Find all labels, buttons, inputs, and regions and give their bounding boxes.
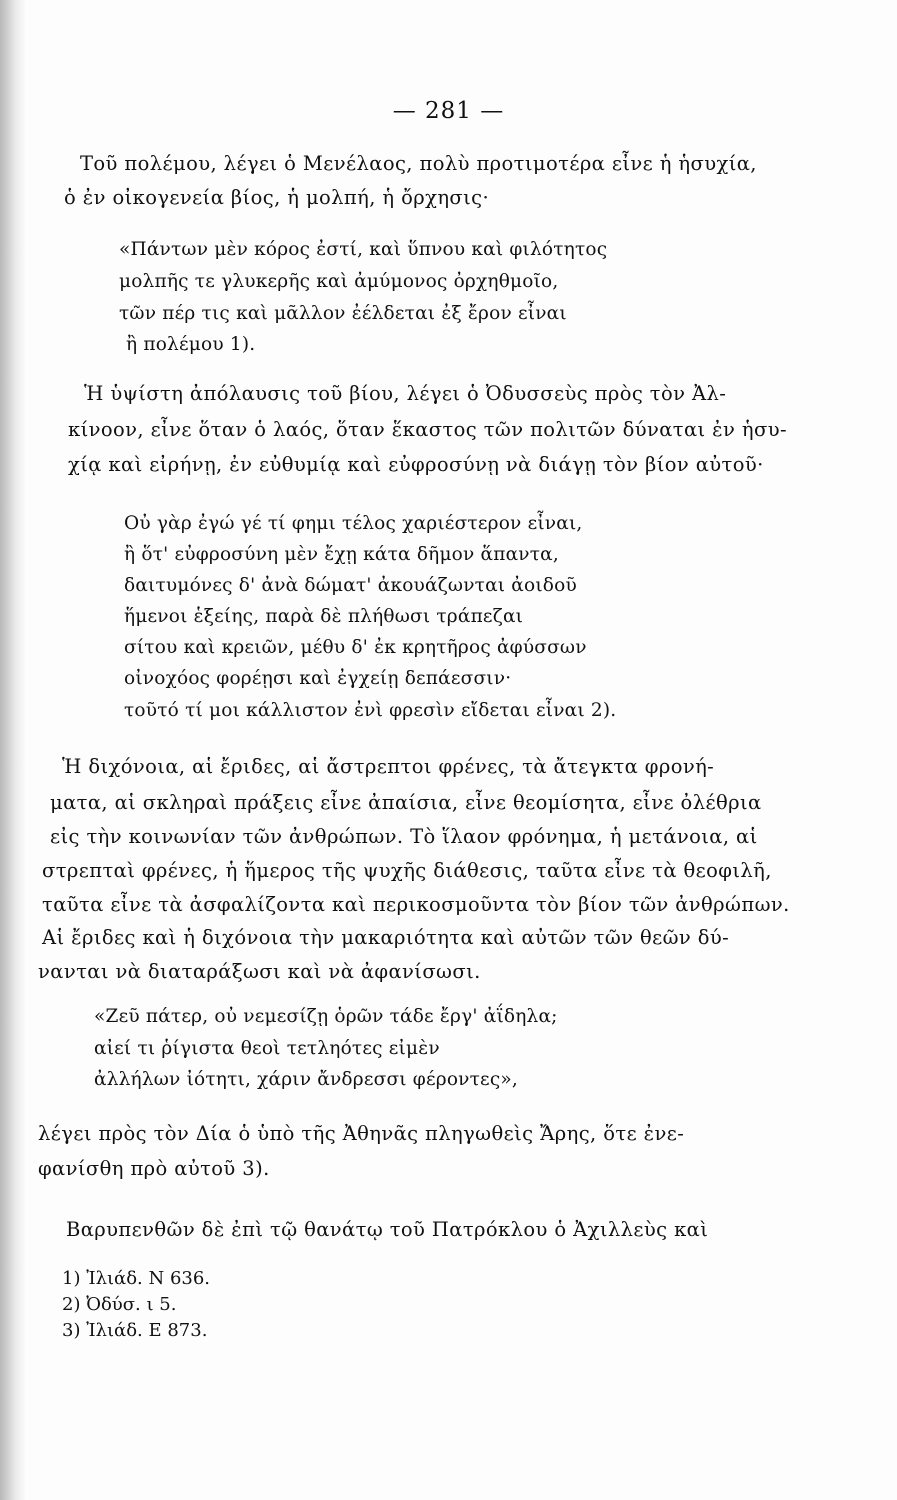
paragraph-2-line-1: Ἡ ὑψίστη ἀπόλαυσις τοῦ βίου, λέγει ὁ Ὀδυσσεὺς πρὸς τὸν Ἀλ- [84, 382, 727, 405]
verse-2-line-2: ἢ ὅτ' εὐφροσύνη μὲν ἔχῃ κάτα δῆμον ἅπαντα, [124, 544, 559, 565]
verse-1-line-3: τῶν πέρ τις καὶ μᾶλλον ἐέλδεται ἐξ ἔρον εἶναι [119, 303, 567, 324]
verse-1-line-2: μολπῆς τε γλυκερῆς καὶ ἀμύμονος ὀρχηθμοῖο, [119, 271, 559, 292]
verse-2-line-4: ἥμενοι ἑξείης, παρὰ δὲ πλήθωσι τράπεζαι [124, 606, 524, 627]
paragraph-3-line-1: Ἡ διχόνοια, αἱ ἔριδες, αἱ ἄστρεπτοι φρένες, τὰ ἄτεγκτα φρονή- [62, 755, 715, 778]
paragraph-5-line-1: Βαρυπενθῶν δὲ ἐπὶ τῷ θανάτῳ τοῦ Πατρόκλου ὁ Ἀχιλλεὺς καὶ [66, 1218, 709, 1241]
page-edge-shadow [0, 0, 26, 1500]
paragraph-3-line-3: εἰς τὴν κοινωνίαν τῶν ἀνθρώπων. Τὸ ἵλαον φρόνημα, ἡ μετάνοια, αἱ [50, 825, 758, 848]
verse-2-line-3: δαιτυμόνες δ' ἀνὰ δώματ' ἀκουάζωνται ἀοιδοῦ [124, 575, 577, 596]
paragraph-3-line-5: ταῦτα εἶνε τὰ ἀσφαλίζοντα καὶ περικοσμοῦντα τὸν βίον τῶν ἀνθρώπων. [42, 893, 790, 916]
footnote-1: 1) Ἰλιάδ. Ν 636. [62, 1268, 211, 1289]
paragraph-4-line-2: φανίσθη πρὸ αὐτοῦ 3). [38, 1157, 270, 1180]
verse-2-line-5: σίτου καὶ κρειῶν, μέθυ δ' ἐκ κρητῆρος ἀφύσσων [124, 637, 587, 658]
verse-3-line-2: αἰεί τι ῥίγιστα θεοὶ τετληότες εἰμὲν [94, 1038, 440, 1059]
paragraph-3-line-7: νανται νὰ διαταράξωσι καὶ νὰ ἀφανίσωσι. [38, 960, 481, 983]
page-number: — 281 — [392, 98, 505, 124]
paragraph-2-line-2: κίνοον, εἶνε ὅταν ὁ λαός, ὅταν ἕκαστος τῶν πολιτῶν δύναται ἐν ἡσυ- [68, 418, 787, 441]
paragraph-4-line-1: λέγει πρὸς τὸν Δία ὁ ὑπὸ τῆς Ἀθηνᾶς πληγωθεὶς Ἄρης, ὅτε ἐνε- [38, 1122, 685, 1145]
verse-1-line-1: «Πάντων μὲν κόρος ἐστί, καὶ ὕπνου καὶ φιλότητος [119, 239, 608, 260]
footnote-2: 2) Ὀδύσ. ι 5. [62, 1294, 177, 1315]
verse-2-line-7: τοῦτό τί μοι κάλλιστον ἐνὶ φρεσὶν εἴδεται εἶναι 2). [124, 700, 617, 721]
verse-2-line-1: Οὐ γὰρ ἐγώ γέ τί φημι τέλος χαριέστερον εἶναι, [124, 513, 583, 534]
paragraph-3-line-2: ματα, αἱ σκληραὶ πράξεις εἶνε ἀπαίσια, εἶνε θεομίσητα, εἶνε ὀλέθρια [50, 791, 762, 814]
footnote-3: 3) Ἰλιάδ. Ε 873. [62, 1320, 208, 1341]
paragraph-1-line-1: Τοῦ πολέμου, λέγει ὁ Μενέλαος, πολὺ προτιμοτέρα εἶνε ἡ ἡσυχία, [80, 152, 757, 175]
paragraph-1-line-2: ὁ ἐν οἰκογενεία βίος, ἡ μολπή, ἡ ὄρχησις· [64, 186, 490, 209]
verse-3-line-3: ἀλλήλων ἰότητι, χάριν ἄνδρεσσι φέροντες», [94, 1069, 518, 1090]
verse-2-line-6: οἰνοχόος φορέῃσι καὶ ἐγχείῃ δεπάεσσιν· [124, 668, 512, 689]
paragraph-3-line-6: Αἱ ἔριδες καὶ ἡ διχόνοια τὴν μακαριότητα καὶ αὐτῶν τῶν θεῶν δύ- [42, 926, 730, 949]
paragraph-3-line-4: στρεπταὶ φρένες, ἡ ἥμερος τῆς ψυχῆς διάθεσις, ταῦτα εἶνε τὰ θεοφιλῆ, [42, 859, 772, 882]
paragraph-2-line-3: χίᾳ καὶ εἰρήνῃ, ἐν εὐθυμίᾳ καὶ εὐφροσύνῃ νὰ διάγῃ τὸν βίον αὐτοῦ· [68, 453, 764, 476]
verse-3-line-1: «Ζεῦ πάτερ, οὐ νεμεσίζῃ ὁρῶν τάδε ἔργ' ἀΐδηλα; [94, 1006, 558, 1027]
verse-1-line-4: ἢ πολέμου 1). [126, 334, 256, 355]
